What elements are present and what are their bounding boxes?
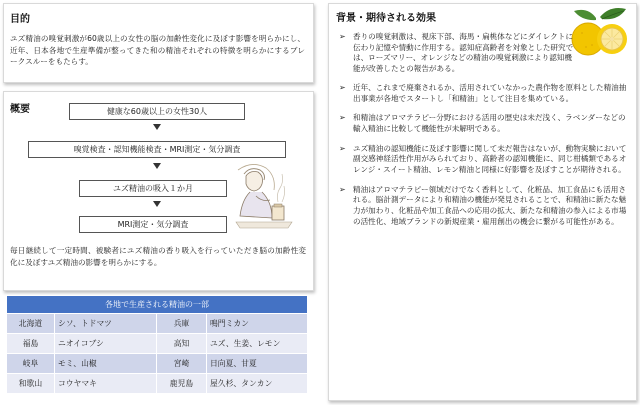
regions-table — [6, 295, 308, 394]
oil-cell: モミ、山椒 — [55, 354, 157, 374]
purpose-heading: 目的 — [10, 14, 30, 25]
prefecture-cell: 北海道 — [7, 314, 55, 334]
flow-arrow-down-icon — [153, 124, 161, 130]
oil-cell: シソ、トドマツ — [55, 314, 157, 334]
prefecture-cell: 岐阜 — [7, 354, 55, 374]
table-row — [7, 334, 308, 354]
bullet-arrow-icon: ➢ — [339, 184, 346, 194]
table-row — [7, 374, 308, 394]
woman-inhaling-illustration — [232, 160, 300, 236]
oil-cell: 屋久杉、タンカン — [207, 374, 308, 394]
background-item-text: ユズ精油の認知機能に及ぼす影響に関して未だ報告はないが、動物実験において副交感神経活性作用がみられており、高齢者の認知機能に、同じ柑橘類であるオレンジ・スイート精油、レモン精油と同様に好影響を及ぼすことが期待される。 — [353, 143, 627, 175]
bullet-arrow-icon: ➢ — [339, 32, 346, 41]
list-item — [339, 144, 631, 176]
list-item — [339, 185, 631, 228]
overview-summary: 毎日継続して一定時間、被験者にユズ精油の香り吸入を行っていただき脳の加齢性変化に及ぼすユズ精油の影響を明らかにする。 — [10, 246, 306, 267]
bullet-arrow-icon: ➢ — [339, 143, 346, 153]
table-row — [7, 354, 308, 374]
background-item-text: 香りの嗅覚刺激は、視床下部、海馬・扁桃体などにダイレクトに伝わり記憶や情動に作用する。認知症高齢者を対象とした研究では、ローズマリー、オレンジなどの精油の嗅覚刺激により認知機能が改善したとの報告がある。 — [353, 32, 574, 74]
oil-cell: ユズ、生姜、レモン — [207, 334, 308, 354]
flow-arrow-down-icon — [153, 163, 161, 169]
oil-cell: 鳴門ミカン — [207, 314, 308, 334]
prefecture-cell: 高知 — [157, 334, 207, 354]
background-item-text: 近年、これまで廃棄されるか、活用されていなかった農作物を原料とした精油抽出事業が各地でスタートし「和精油」として注目を集めている。 — [353, 82, 627, 103]
background-heading: 背景・期待される効果 — [336, 13, 436, 24]
regions-table-title: 各地で生産される精油の一部 — [7, 296, 308, 314]
prefecture-cell: 宮崎 — [157, 354, 207, 374]
list-item — [339, 32, 575, 75]
prefecture-cell: 福島 — [7, 334, 55, 354]
list-item — [339, 113, 631, 134]
oil-cell: 日向夏、甘夏 — [207, 354, 308, 374]
flow-step-4: MRI測定・気分調査 — [79, 216, 227, 233]
prefecture-cell: 兵庫 — [157, 314, 207, 334]
flow-step-3: ユズ精油の吸入１か月 — [79, 180, 227, 197]
purpose-text: ユズ精油の嗅覚刺激が60歳以上の女性の脳の加齢性変化に及ぼす影響を明らかにし、近年、日本各地で生産準備が整ってきた和の精油それぞれの特徴を明らかにするブレークスルーをもたらす。 — [10, 34, 305, 66]
bullet-arrow-icon: ➢ — [339, 113, 346, 123]
overview-heading: 概要 — [10, 104, 30, 115]
table-row — [7, 314, 308, 334]
oil-cell: コウヤマキ — [55, 374, 157, 394]
background-item-text: 和精油はアロマテラピー分野における活用の歴史は未だ浅く、ラベンダーなどの輸入精油に比較して機能性が未解明である。 — [353, 113, 626, 133]
background-list — [339, 32, 631, 228]
background-item-text: 精油はアロマテラピー領域だけでなく香料として、化粧品、加工食品にも活用される。脳計測データにより和精油の機能が発見されることで、和精油に新たな魅力が加わり、化粧品や加工食品への応用の拡大、新たな和精油の参入による市場の活性化、地域ブランドの新規産業・雇用創出の機会に繋がる可能性がある。 — [353, 184, 627, 226]
list-item — [339, 83, 631, 104]
prefecture-cell: 鹿児島 — [157, 374, 207, 394]
flow-step-1: 健康な60歳以上の女性30人 — [69, 103, 245, 120]
prefecture-cell: 和歌山 — [7, 374, 55, 394]
bullet-arrow-icon: ➢ — [339, 82, 346, 92]
oil-cell: ニオイコブシ — [55, 334, 157, 354]
flow-step-2: 嗅覚検査・認知機能検査・MRI測定・気分調査 — [28, 141, 286, 158]
flow-arrow-down-icon — [153, 201, 161, 207]
